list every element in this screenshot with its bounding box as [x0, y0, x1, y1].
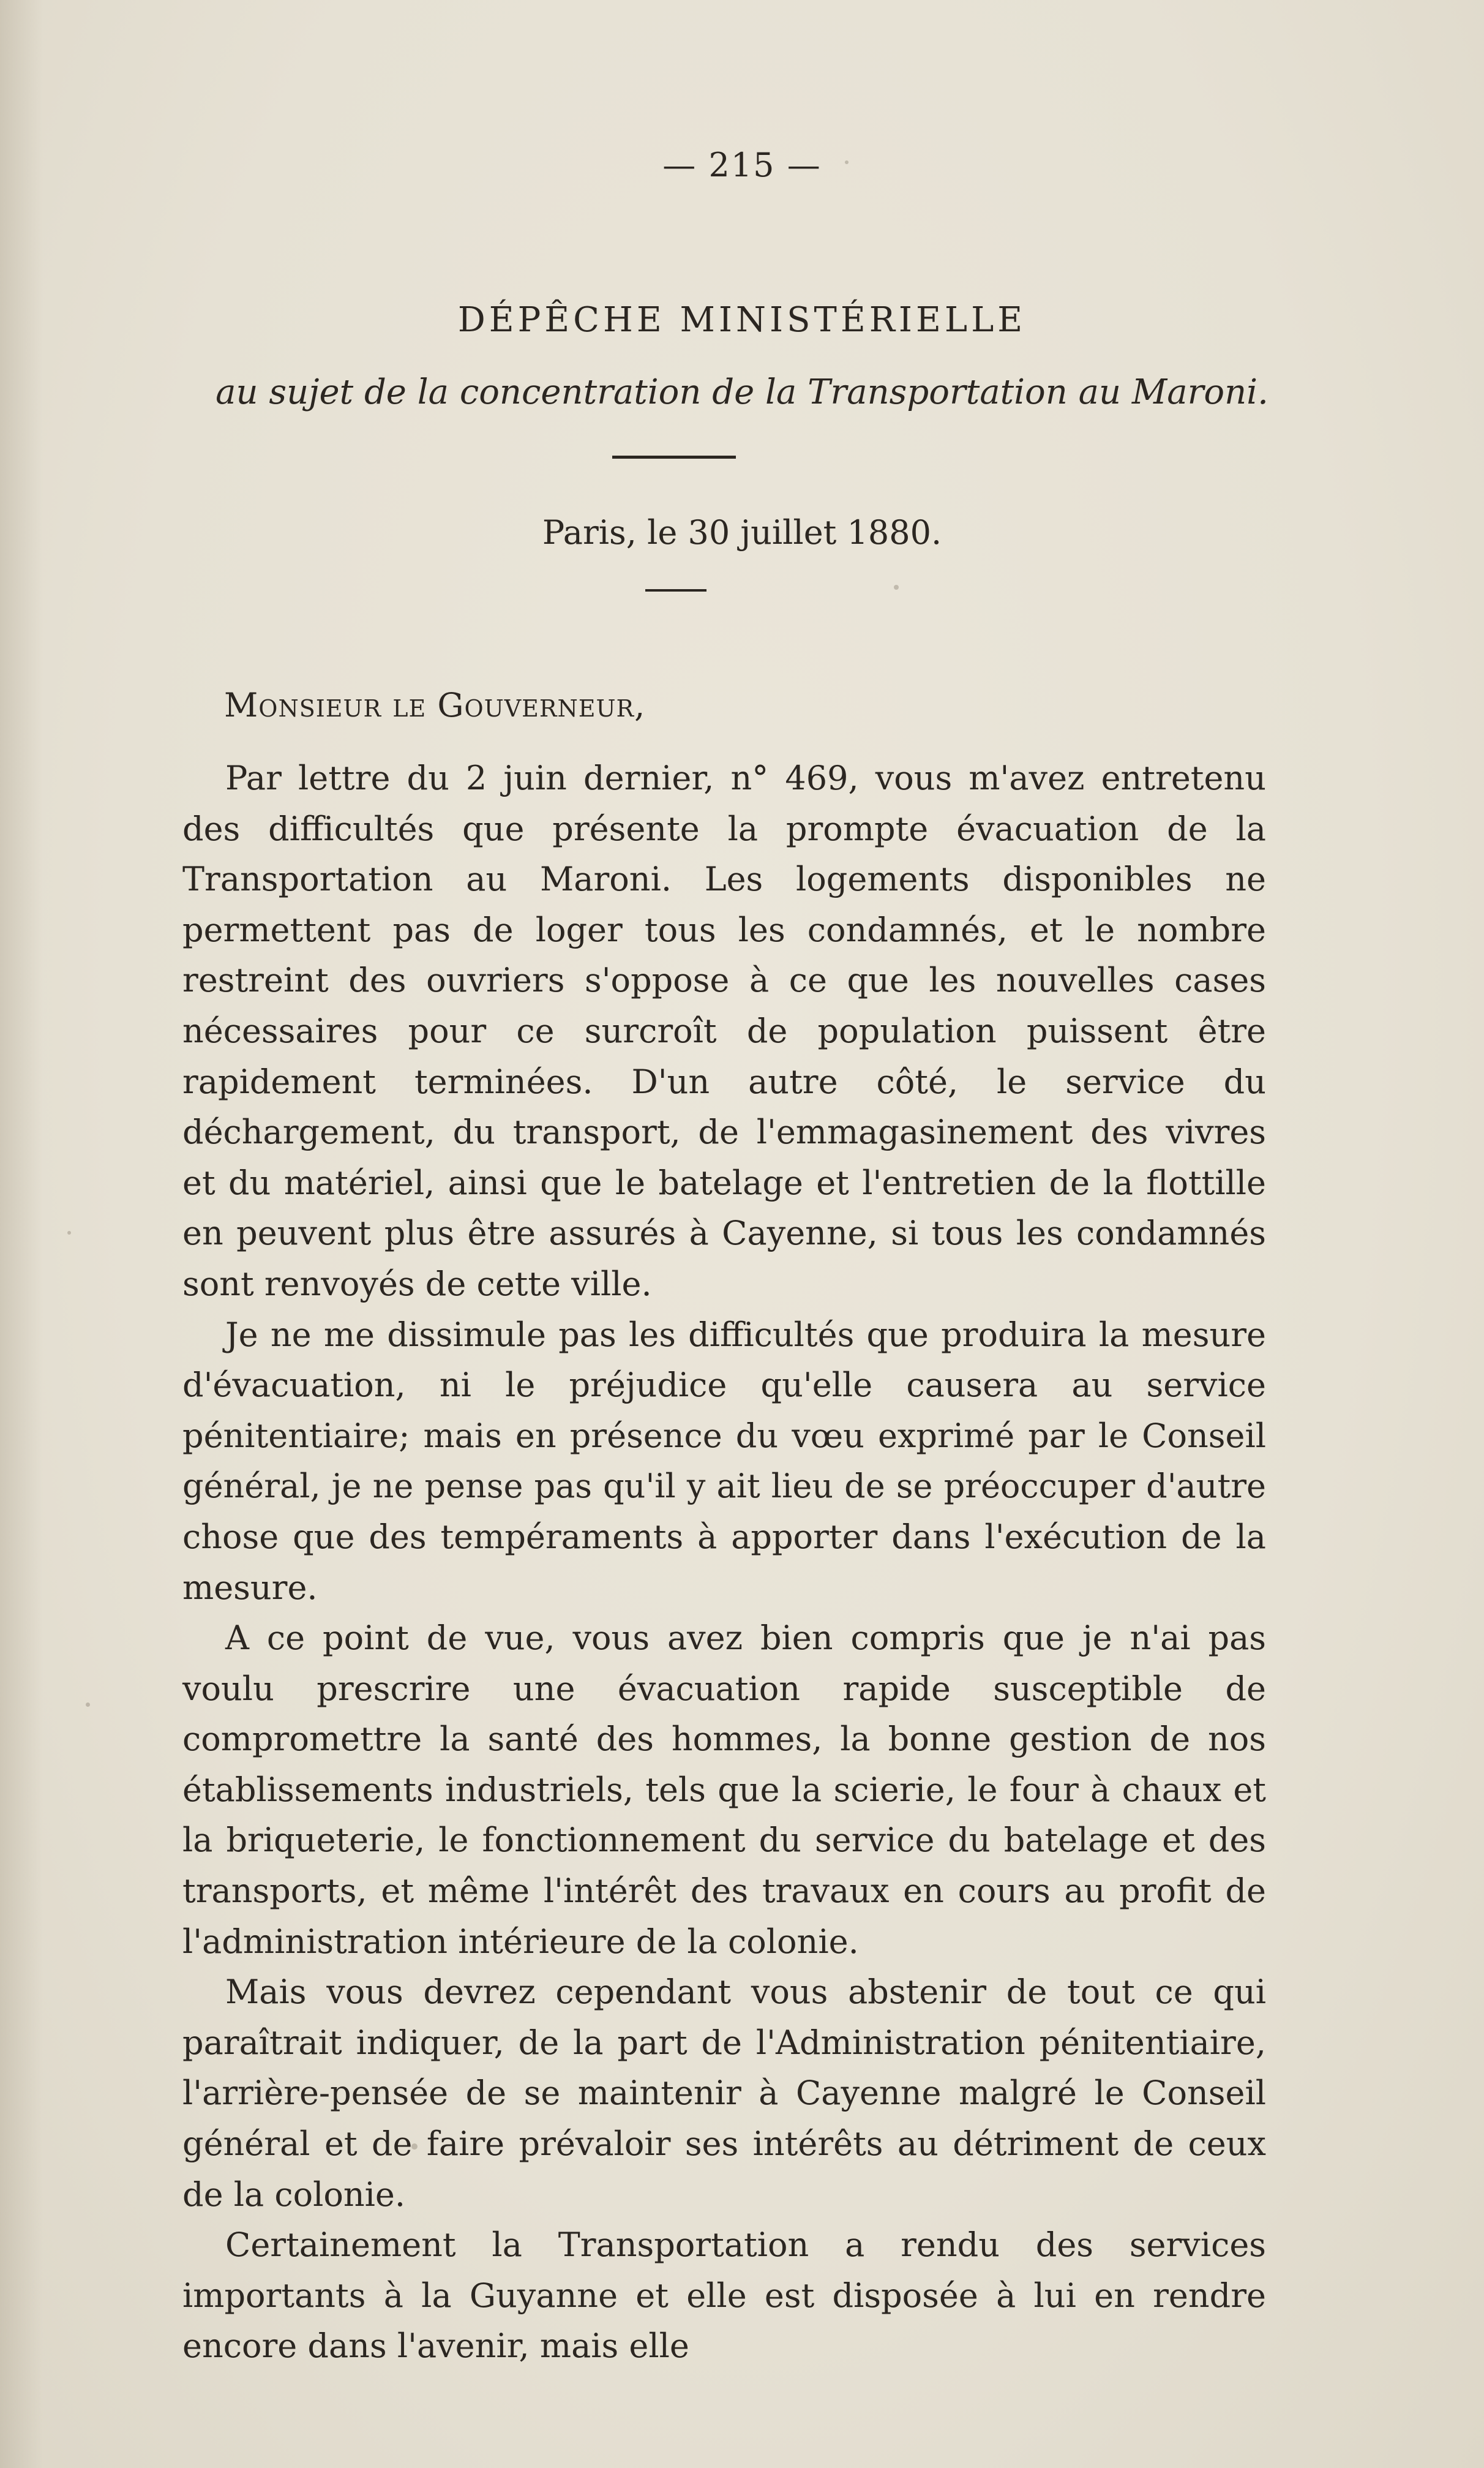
salutation: Monsieur le Gouverneur,	[224, 686, 646, 724]
letter-body	[182, 753, 1266, 2372]
paper-speck	[845, 160, 849, 164]
paper-speck	[86, 1702, 90, 1707]
paper-speck	[67, 1231, 71, 1235]
page-edge-shadow	[0, 0, 43, 2468]
title-divider	[612, 456, 736, 459]
paragraph-1: Par lettre du 2 juin dernier, n° 469, vous m'avez entretenu des difficultés que présente la prompte évacuation de la Transportation au Maroni. Les logements disponibles ne permettent pas de loger tous les condamnés, et le nombre restreint des ouvriers s'oppose à ce que les nouvelles cases nécessaires pour ce surcroît de population puissent être rapidement terminées. D'un autre côté, le service du déchargement, du transport, de l'emmagasinement des vivres et du matériel, ainsi que le batelage et l'entretien de la flottille en peuvent plus être assurés à Cayenne, si tous les condamnés sont renvoyés de cette ville.	[182, 759, 1266, 1303]
paragraph-2: Je ne me dissimule pas les difficultés que produira la mesure d'évacuation, ni le préjudice qu'elle causera au service pénitentiaire; mais en présence du vœu exprimé par le Conseil général, je ne pense pas qu'il y ait lieu de se préoccuper d'autre chose que des tempéraments à apporter dans l'exécution de la mesure.	[182, 1315, 1266, 1607]
date-divider	[645, 589, 706, 592]
dateline: Paris, le 30 juillet 1880.	[542, 513, 942, 552]
paragraph-5: Certainement la Transportation a rendu des services importants à la Guyanne et elle est disposée à lui en rendre encore dans l'avenir, mais elle	[182, 2225, 1266, 2366]
paper-speck	[894, 585, 899, 590]
paper-speck	[411, 2143, 418, 2150]
paragraph-3: A ce point de vue, vous avez bien compris que je n'ai pas voulu prescrire une évacuation rapide susceptible de compromettre la santé des hommes, la bonne gestion de nos établissements industriels, tels que la scierie, le four à chaux et la briqueterie, le fonctionnement du service du batelage et des transports, et même l'intérêt des travaux en cours au profit de l'administration intérieure de la colonie.	[182, 1619, 1266, 1961]
document-subtitle: au sujet de la concentration de la Transportation au Maroni.	[215, 372, 1269, 412]
document-title: DÉPÊCHE MINISTÉRIELLE	[457, 300, 1027, 340]
page-number: — 215 —	[662, 146, 822, 184]
paragraph-4: Mais vous devrez cependant vous abstenir de tout ce qui paraîtrait indiquer, de la part de l'Administration pénitentiaire, l'arrière-pensée de se maintenir à Cayenne malgré le Conseil général et de faire prévaloir ses intérêts au détriment de ceux de la colonie.	[182, 1973, 1266, 2214]
